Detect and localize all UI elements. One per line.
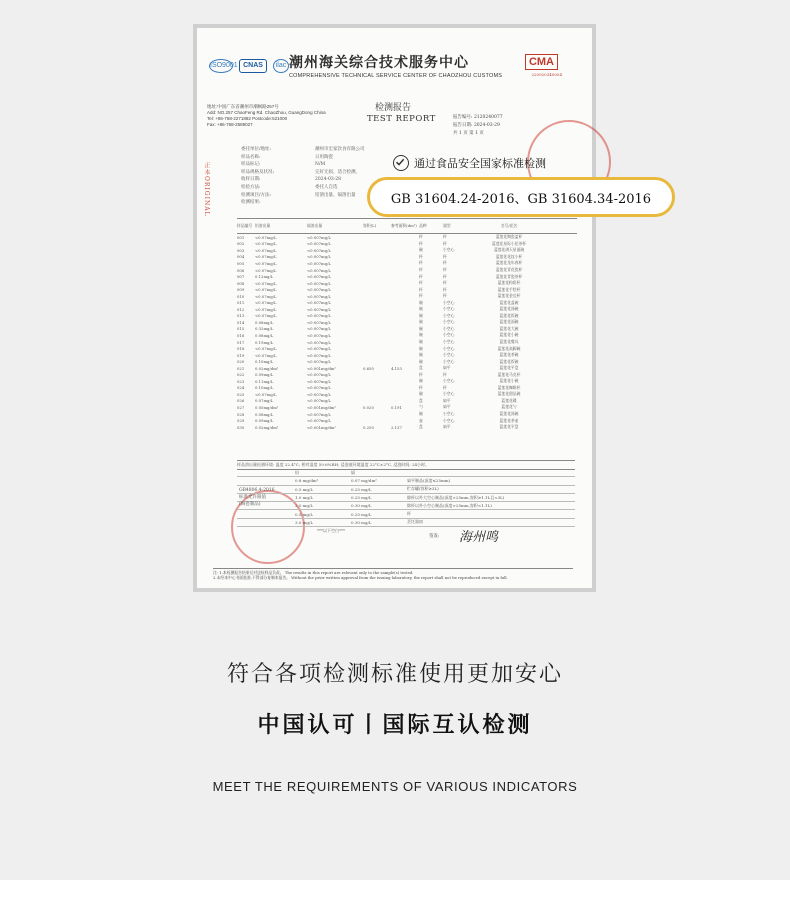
pass-badge	[393, 155, 546, 171]
table-cell: 杯	[443, 253, 447, 259]
original-side-stamp: 正本ORIGINAL	[203, 162, 210, 217]
limits-cell: 贮存罐(容积≥3L)	[407, 486, 439, 492]
table-cell: 0.10mg/L	[255, 359, 274, 365]
table-cell: 0.19mg/L	[255, 339, 274, 345]
table-cell: 杯	[443, 234, 447, 240]
table-cell: 0.650	[363, 365, 374, 371]
report-field-values: 潮州市宏家饮食有限公司 日用陶瓷 N/M 完好无损、适合检测。 2024-03-28 委托人自选 铅溶出量、镉溶出量	[315, 147, 365, 198]
table-cell: <0.07mg/L	[255, 287, 277, 293]
table-cell: <0.007mg/L	[307, 339, 331, 345]
table-cell: <0.07mg/L	[255, 391, 277, 397]
table-cell: <0.007mg/L	[307, 287, 331, 293]
table-cell: 003	[237, 247, 245, 253]
table-cell: <0.007mg/L	[307, 411, 331, 417]
table-cell: 蓝莲花小碗	[499, 332, 519, 338]
table-cell: <0.007mg/L	[307, 332, 331, 338]
table-cell: 016	[237, 332, 245, 338]
table-cell: 0.12mg/L	[255, 274, 274, 280]
table-cell: 蓝莲花小碗	[499, 378, 519, 384]
table-cell: 碗	[419, 345, 423, 351]
table-cell: 碗	[419, 247, 423, 253]
table-cell: <0.07mg/L	[255, 267, 277, 273]
table-cell: 杯	[419, 286, 423, 292]
report-field-labels: 委托单位/地址: 样品名称: 样品标记: 样品规格及状况: 收样日期: 检验方法: 检测项目/方法: 检测结果:	[241, 147, 275, 206]
org-address: 地址:中国广东省潮州市潮枫路257号 Add: NO.257 ChaoFeng Rd. ChaoZhou, GuangDong China Tel: +86-768-2271882 Postcode:521000 Fax: +86-768-2589027	[207, 104, 326, 127]
limits-cell: 除杯以外大空心制品(深度>25mm,容积≥1.1L且<3L)	[407, 494, 505, 500]
table-cell: <0.001mg/dm²	[307, 404, 336, 410]
table-cell: 小空心	[443, 332, 455, 338]
table-cell: 杯	[443, 384, 447, 390]
table-cell: 碗	[419, 352, 423, 358]
table-cell: <0.007mg/L	[307, 326, 331, 332]
table-cell: 碗	[419, 325, 423, 331]
table-cell: 杯	[419, 260, 423, 266]
org-name-en: COMPREHENSIVE TECHNICAL SERVICE CENTER OF CHAOZHOU CUSTOMS	[289, 73, 503, 79]
table-cell: 020	[237, 359, 245, 365]
table-cell: 蓝莲花勺	[501, 404, 517, 410]
table-cell: <0.007mg/L	[307, 418, 331, 424]
table-cell: <0.007mg/L	[307, 319, 331, 325]
table-cell: <0.07mg/L	[255, 254, 277, 260]
table-cell: 蓝莲花餐具	[499, 339, 519, 345]
caption-english: MEET THE REQUIREMENTS OF VARIOUS INDICATORS	[212, 779, 578, 794]
limits-cell: 烹饪器皿	[407, 519, 423, 525]
limit-standard: GB4806.4-2016 标准允许限值 (陶瓷制品)	[239, 488, 275, 507]
table-cell: <0.001mg/dm²	[307, 365, 336, 371]
pass-text: 通过食品安全国家标准检测	[414, 157, 546, 170]
table-cell: <0.07mg/L	[255, 293, 277, 299]
table-cell: 杯	[419, 234, 423, 240]
blank-below-marker: ***以下空白***	[317, 528, 345, 533]
limits-cell: 0.30 mg/L	[351, 503, 372, 509]
table-cell: 011	[237, 300, 245, 306]
table-cell: 008	[237, 280, 245, 286]
table-cell: 小空心	[443, 312, 455, 318]
table-cell: 蓝莲花面碗	[499, 319, 519, 325]
table-cell: <0.007mg/L	[307, 352, 331, 358]
table-cell: 蓝莲花平盘	[499, 365, 519, 371]
table-cell: <0.07mg/L	[255, 260, 277, 266]
table-cell: 杯	[443, 280, 447, 286]
table-cell: 扁平	[443, 365, 451, 371]
table-cell: <0.007mg/L	[307, 300, 331, 306]
table-cell: 小空心	[443, 378, 455, 384]
table-cell: 007	[237, 274, 245, 280]
table-cell: 蓝莲花满天星面碗	[493, 247, 525, 253]
table-cell: <0.07mg/L	[255, 346, 277, 352]
table-cell: <0.007mg/L	[307, 254, 331, 260]
table-cell: 蓝莲花碟	[501, 397, 517, 403]
check-circle-icon	[393, 155, 409, 171]
table-cell: 杯	[443, 240, 447, 246]
limits-cell: 0.25 mg/L	[351, 495, 372, 501]
table-cell: 碗	[419, 411, 423, 417]
table-cell: <0.007mg/L	[307, 280, 331, 286]
limits-cell: 0.5 mg/L	[295, 486, 313, 492]
limits-cell: 0.25 mg/L	[351, 511, 372, 517]
limits-row	[237, 502, 575, 510]
caption-headline: 符合各项检测标准使用更加安心	[226, 662, 563, 687]
table-cell: 030	[237, 424, 245, 430]
table-cell: 蓝莲花花纹小杯	[495, 253, 523, 259]
table-cell: 012	[237, 306, 245, 312]
report-footnote: 注: 1.本检测报告结果仅对送检样品负责。 The results in this report are relevant only to the sample(s) tested. 2.未经本中心书面批准,不得部分复制本报告。 Without the prior written approval from the issuing laboratory, the report shall not be reproduced except in full.	[213, 568, 573, 580]
table-cell: 杯	[419, 293, 423, 299]
table-cell: 蓝莲花星际小花茶杯	[491, 240, 527, 246]
limits-cell: 3.0 mg/L	[295, 519, 313, 525]
table-cell: 019	[237, 352, 245, 358]
table-cell: 小空心	[443, 247, 455, 253]
limits-body	[237, 477, 575, 527]
iso-logo-icon: ISO9001	[209, 59, 233, 73]
table-cell: 028	[237, 411, 245, 417]
results-table-header: 样品编号 铅溶出量 镉溶出量 容积(L) 参考面积(dm²) 品种 器型 名号/花名	[237, 218, 577, 234]
table-cell: 0.191	[391, 404, 402, 410]
table-cell: 杯	[443, 286, 447, 292]
table-cell: 壶	[419, 417, 423, 423]
table-cell: 0.08mg/L	[255, 332, 274, 338]
limits-row	[237, 486, 575, 494]
table-cell: <0.007mg/L	[307, 372, 331, 378]
table-cell: 小空心	[443, 319, 455, 325]
table-cell: 小空心	[443, 352, 455, 358]
table-cell: 0.10mg/L	[255, 385, 274, 391]
sign-label: 签发:	[429, 534, 440, 539]
limits-cell: 扁平制品(深度≤25mm)	[407, 477, 451, 483]
table-cell: 017	[237, 339, 245, 345]
table-cell: 024	[237, 385, 245, 391]
gb-standard-callout: GB 31604.24-2016、GB 31604.34-2016	[367, 177, 675, 217]
test-report-certificate	[197, 28, 652, 588]
table-cell: <0.007mg/L	[307, 234, 331, 240]
table-cell: <0.07mg/L	[255, 306, 277, 312]
caption-certification: 中国认可丨国际互认检测	[257, 713, 533, 738]
table-cell: 0.02mg/dm²	[255, 365, 279, 371]
table-cell: 盘	[419, 365, 423, 371]
table-cell: 碗	[419, 391, 423, 397]
ilac-logo-icon: ilac	[273, 59, 289, 73]
limits-row	[237, 494, 575, 502]
table-cell: 扁平	[443, 397, 451, 403]
results-table-body	[237, 234, 577, 430]
table-cell: 025	[237, 391, 245, 397]
table-row	[237, 424, 577, 431]
table-cell: 013	[237, 313, 245, 319]
table-cell: 蓝莲花龙年春杯	[495, 260, 523, 266]
table-cell: 扁平	[443, 424, 451, 430]
table-cell: <0.007mg/L	[307, 293, 331, 299]
report-title-cn: 检测报告	[375, 103, 412, 113]
limits-cell: 0.30 mg/L	[351, 519, 372, 525]
limits-row	[237, 510, 575, 518]
table-cell: 0.02mg/dm²	[255, 424, 279, 430]
table-cell: 小空心	[443, 417, 455, 423]
table-cell: 蓝莲花金边杯	[497, 293, 521, 299]
table-cell: 005	[237, 260, 245, 266]
report-meta: 报告编号: 2120240077 报告日期: 2024-03-29 共 1 页 第 1 页	[453, 115, 503, 136]
table-cell: 0.08mg/L	[255, 411, 274, 417]
table-cell: <0.007mg/L	[307, 378, 331, 384]
table-cell: 碗	[419, 378, 423, 384]
table-cell: <0.07mg/L	[255, 234, 277, 240]
table-cell: <0.07mg/L	[255, 247, 277, 253]
table-cell: <0.007mg/L	[307, 359, 331, 365]
table-cell: 蓝莲花高脚碗	[497, 345, 521, 351]
table-cell: 小空心	[443, 325, 455, 331]
table-cell: 023	[237, 378, 245, 384]
table-cell: 蓝莲花茶碗	[499, 352, 519, 358]
table-cell: 碗	[419, 312, 423, 318]
table-cell: <0.07mg/L	[255, 300, 277, 306]
table-cell: 碗	[419, 339, 423, 345]
limits-row	[237, 519, 575, 527]
table-cell: 0.020	[363, 404, 374, 410]
table-cell: 021	[237, 365, 245, 371]
table-cell: 小空心	[443, 345, 455, 351]
table-cell: 002	[237, 241, 245, 247]
table-cell: 小空心	[443, 306, 455, 312]
table-cell: 0.08mg/L	[255, 319, 274, 325]
table-cell: <0.001mg/dm²	[307, 424, 336, 430]
limits-table	[237, 469, 575, 527]
table-cell: 蓝莲花青花瓷杯	[495, 267, 523, 272]
table-cell: 蓝莲花大碗	[499, 325, 519, 331]
table-cell: 蓝莲花汤碗	[499, 411, 519, 417]
table-cell: 蓝莲花马克杯	[497, 371, 521, 377]
table-cell: 碗	[419, 319, 423, 325]
table-cell: 杯	[443, 371, 447, 377]
table-cell: 小空心	[443, 411, 455, 417]
accreditation-logos	[209, 59, 289, 73]
table-cell: 蓝莲花咖啡杯	[497, 384, 521, 390]
table-cell: 盘	[419, 424, 423, 430]
table-cell: 杯	[419, 280, 423, 286]
table-cell: 蓝莲花平盘	[499, 424, 519, 430]
table-cell: 015	[237, 326, 245, 332]
table-cell: 029	[237, 418, 245, 424]
table-cell: 018	[237, 346, 245, 352]
table-cell: 杯	[419, 273, 423, 279]
table-cell: 碗	[419, 332, 423, 338]
table-cell: 杯	[443, 260, 447, 266]
table-cell: 0.11mg/L	[255, 378, 274, 384]
limits-cell: 0.25 mg/L	[351, 486, 372, 492]
limits-row	[237, 477, 575, 485]
table-cell: 010	[237, 293, 245, 299]
table-cell: 蓝莲花茶壶	[499, 417, 519, 423]
table-cell: 026	[237, 398, 245, 404]
table-cell: 蓝莲花粉彩杯	[497, 280, 521, 286]
table-cell: 杯	[419, 240, 423, 246]
table-cell: 小空心	[443, 391, 455, 397]
table-cell: 杯	[443, 267, 447, 272]
table-cell: <0.007mg/L	[307, 313, 331, 319]
table-cell: 0.07mg/L	[255, 398, 274, 404]
table-cell: 杯	[443, 273, 447, 279]
table-cell: <0.007mg/L	[307, 260, 331, 266]
table-cell: 小空心	[443, 299, 455, 305]
table-cell: 杯	[419, 267, 423, 272]
table-cell: <0.007mg/L	[307, 267, 331, 273]
table-cell: <0.007mg/L	[307, 306, 331, 312]
table-cell: <0.007mg/L	[307, 346, 331, 352]
table-cell: 扁平	[443, 404, 451, 410]
table-cell: 009	[237, 287, 245, 293]
table-cell: 碗	[419, 358, 423, 364]
table-cell: <0.007mg/L	[307, 391, 331, 397]
cma-number: 220920340054	[531, 72, 562, 77]
table-cell: 碗	[419, 299, 423, 305]
org-name-cn: 潮州海关综合技术服务中心	[289, 55, 469, 71]
table-cell: <0.007mg/L	[307, 398, 331, 404]
report-title-en: TEST REPORT	[367, 114, 436, 124]
table-cell: 杯	[419, 253, 423, 259]
table-cell: 2.137	[391, 424, 402, 430]
table-cell: 0.09mg/L	[255, 418, 274, 424]
certificate-frame	[193, 24, 652, 592]
table-cell: 蓝莲花饭碗	[499, 358, 519, 364]
limits-cell: 0.07 mg/dm²	[351, 478, 377, 484]
table-cell: <0.007mg/L	[307, 247, 331, 253]
table-cell: 杯	[419, 384, 423, 390]
table-cell: 006	[237, 267, 245, 273]
table-cell: 004	[237, 254, 245, 260]
results-table	[237, 218, 577, 430]
cma-logo-icon: CMA	[525, 54, 558, 70]
table-cell: <0.07mg/L	[255, 352, 277, 358]
table-cell: 小空心	[443, 339, 455, 345]
table-cell: 小空心	[443, 358, 455, 364]
table-cell: 蓝莲花汤碗	[499, 306, 519, 312]
table-cell: 0.09mg/L	[255, 372, 274, 378]
limits-header: 铅 镉	[237, 469, 575, 477]
table-cell: <0.007mg/L	[307, 241, 331, 247]
table-cell: 盘	[419, 397, 423, 403]
signature: 海州鸣	[459, 530, 499, 545]
table-cell: 蓝莲花饭碗	[499, 312, 519, 318]
limits-cell: 1.0 mg/L	[295, 495, 313, 501]
table-cell: 勺	[419, 404, 423, 410]
table-cell: 蓝莲花盖碗	[499, 299, 519, 305]
limits-cell: 杯	[407, 511, 411, 517]
limits-cell: 0.8 mg/dm²	[295, 478, 319, 484]
table-cell: 杯	[443, 293, 447, 299]
table-cell: 蓝莲花陶瓷盖杯	[495, 234, 523, 240]
table-cell: 蓝莲花青瓷茶杯	[495, 273, 523, 279]
table-cell: 蓝莲花手绘杯	[497, 286, 521, 292]
table-cell: <0.007mg/L	[307, 274, 331, 280]
table-cell: 蓝莲花甜品碗	[497, 391, 521, 397]
table-cell: <0.07mg/L	[255, 241, 277, 247]
table-cell: 0.32mg/L	[255, 326, 274, 332]
table-cell: 杯	[419, 371, 423, 377]
table-cell: 001	[237, 234, 245, 240]
limits-cell: 0.5 mg/L	[295, 511, 313, 517]
limits-cell: 除杯以外小空心制品(深度>25mm,容积<1.1L)	[407, 502, 492, 508]
table-cell: 碗	[419, 306, 423, 312]
cnas-logo-icon: CNAS	[239, 59, 267, 73]
table-cell: 0.05mg/dm²	[255, 404, 279, 410]
table-cell: 0.250	[363, 424, 374, 430]
table-cell: 014	[237, 319, 245, 325]
table-cell: <0.007mg/L	[307, 385, 331, 391]
test-environment: 样品溶出量检测环境: 温度 22.4°C; 相对湿度 59.6%RH; 浸泡液环境温度 22°C±2°C, 浸泡时间: 24小时。	[237, 460, 575, 470]
table-cell: 022	[237, 372, 245, 378]
table-row	[237, 365, 577, 372]
table-row	[237, 404, 577, 411]
limits-cell: 2.0 mg/L	[295, 503, 313, 509]
table-cell: <0.07mg/L	[255, 313, 277, 319]
table-cell: 4.153	[391, 365, 402, 371]
table-cell: 027	[237, 404, 245, 410]
table-cell: <0.07mg/L	[255, 280, 277, 286]
